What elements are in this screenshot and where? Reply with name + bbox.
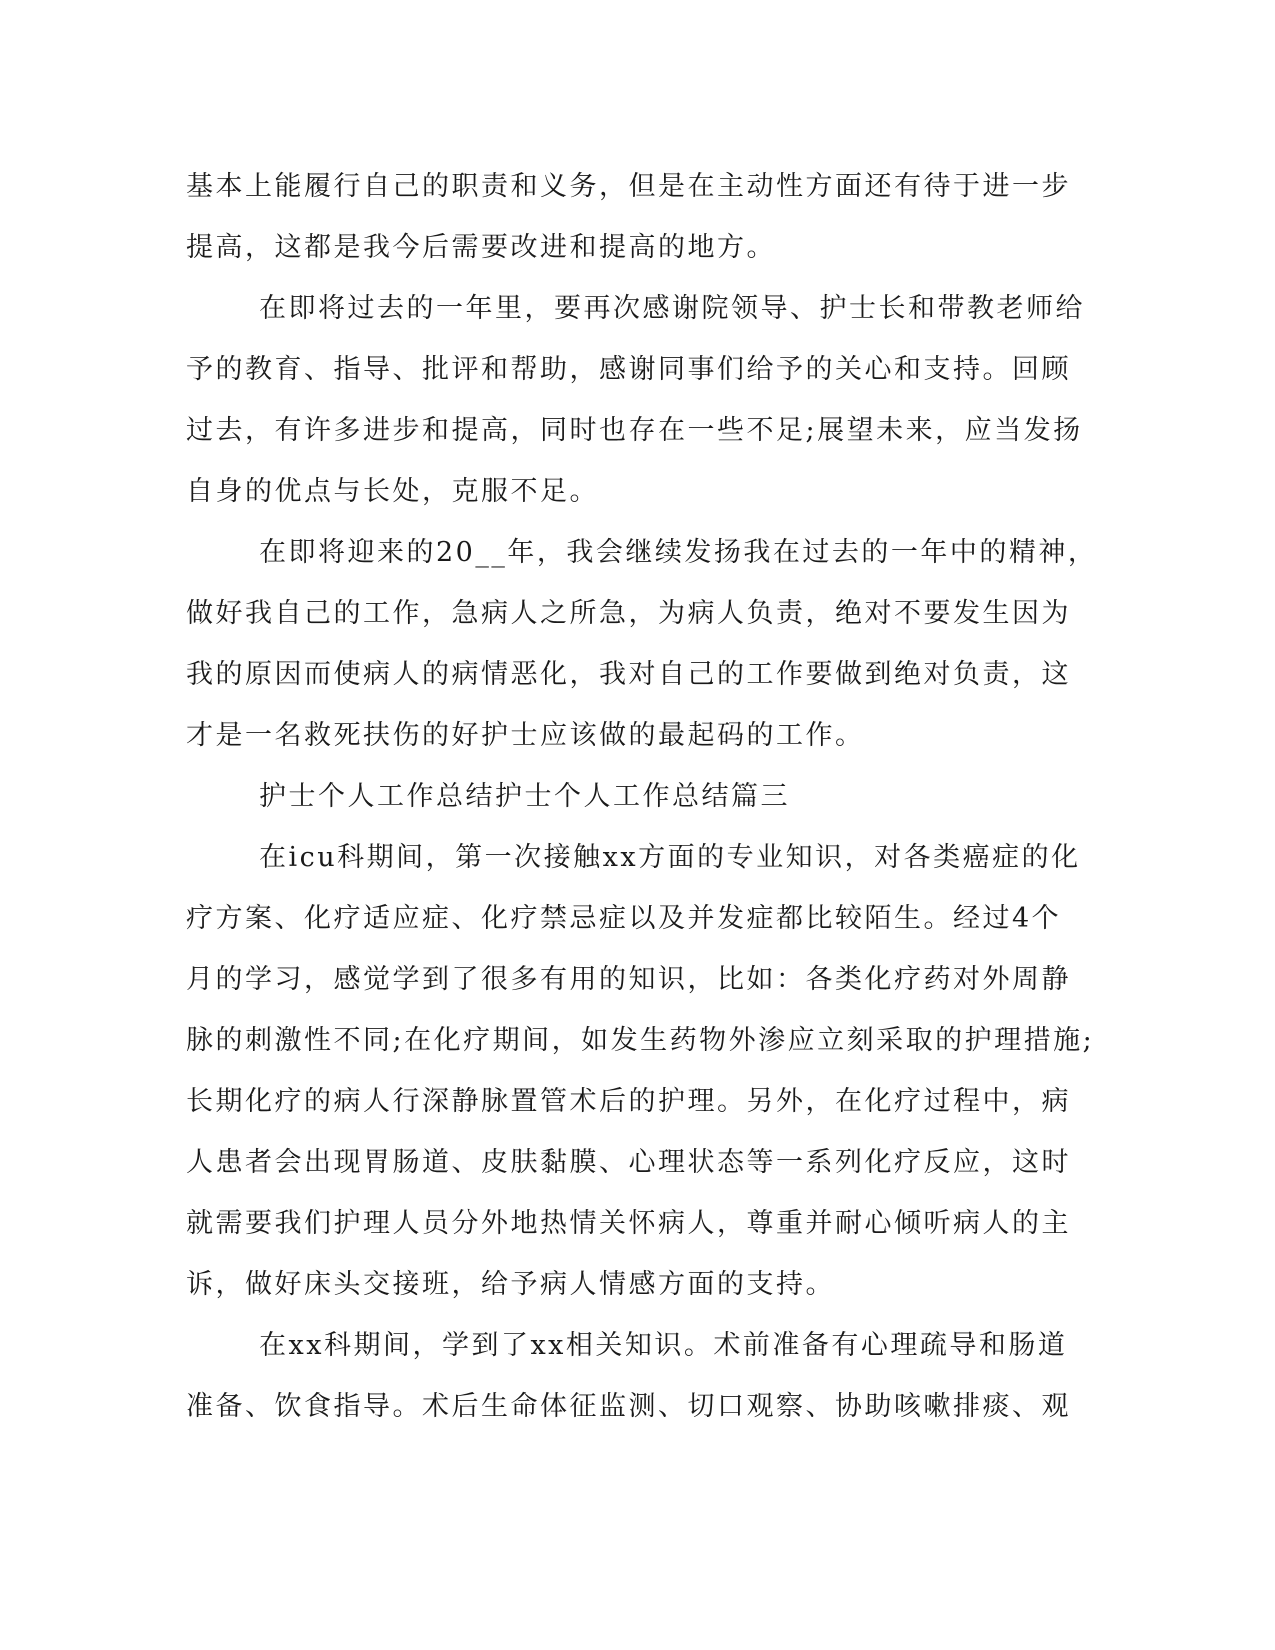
text-line: 才是一名救死扶伤的好护士应该做的最起码的工作。 <box>186 720 865 751</box>
text-line: 长期化疗的病人行深静脉置管术后的护理。另外，在化疗过程中，病 <box>186 1086 1071 1117</box>
text-line: 过去，有许多进步和提高，同时也存在一些不足;展望未来，应当发扬 <box>186 415 1083 446</box>
text-line: 提高，这都是我今后需要改进和提高的地方。 <box>186 232 776 263</box>
text-line: 自身的优点与长处，克服不足。 <box>186 476 599 507</box>
text-line: 在xx科期间，学到了xx相关知识。术前准备有心理疏导和肠道 <box>259 1330 1068 1361</box>
text-line: 疗方案、化疗适应症、化疗禁忌症以及并发症都比较陌生。经过4个 <box>186 903 1062 934</box>
text-line: 准备、饮食指导。术后生命体征监测、切口观察、协助咳嗽排痰、观 <box>186 1391 1071 1422</box>
text-line: 做好我自己的工作，急病人之所急，为病人负责，绝对不要发生因为 <box>186 598 1071 629</box>
text-line: 在即将过去的一年里，要再次感谢院领导、护士长和带教老师给 <box>259 293 1085 324</box>
text-line: 我的原因而使病人的病情恶化，我对自己的工作要做到绝对负责，这 <box>186 659 1071 690</box>
document-body <box>186 156 1098 1437</box>
text-line: 基本上能履行自己的职责和义务，但是在主动性方面还有待于进一步 <box>186 171 1071 202</box>
section-heading: 护士个人工作总结护士个人工作总结篇三 <box>259 781 790 812</box>
text-line: 就需要我们护理人员分外地热情关怀病人，尊重并耐心倾听病人的主 <box>186 1208 1071 1239</box>
text-line: 脉的刺激性不同;在化疗期间，如发生药物外渗应立刻采取的护理措施; <box>186 1025 1095 1056</box>
text-line: 予的教育、指导、批评和帮助，感谢同事们给予的关心和支持。回顾 <box>186 354 1071 385</box>
text-line: 月的学习，感觉学到了很多有用的知识，比如：各类化疗药对外周静 <box>186 964 1071 995</box>
text-line: 在icu科期间，第一次接触xx方面的专业知识，对各类癌症的化 <box>259 842 1081 873</box>
text-line: 诉，做好床头交接班，给予病人情感方面的支持。 <box>186 1269 835 1300</box>
text-line: 人患者会出现胃肠道、皮肤黏膜、心理状态等一系列化疗反应，这时 <box>186 1147 1071 1178</box>
text-line: 在即将迎来的20__年，我会继续发扬我在过去的一年中的精神， <box>259 537 1098 568</box>
